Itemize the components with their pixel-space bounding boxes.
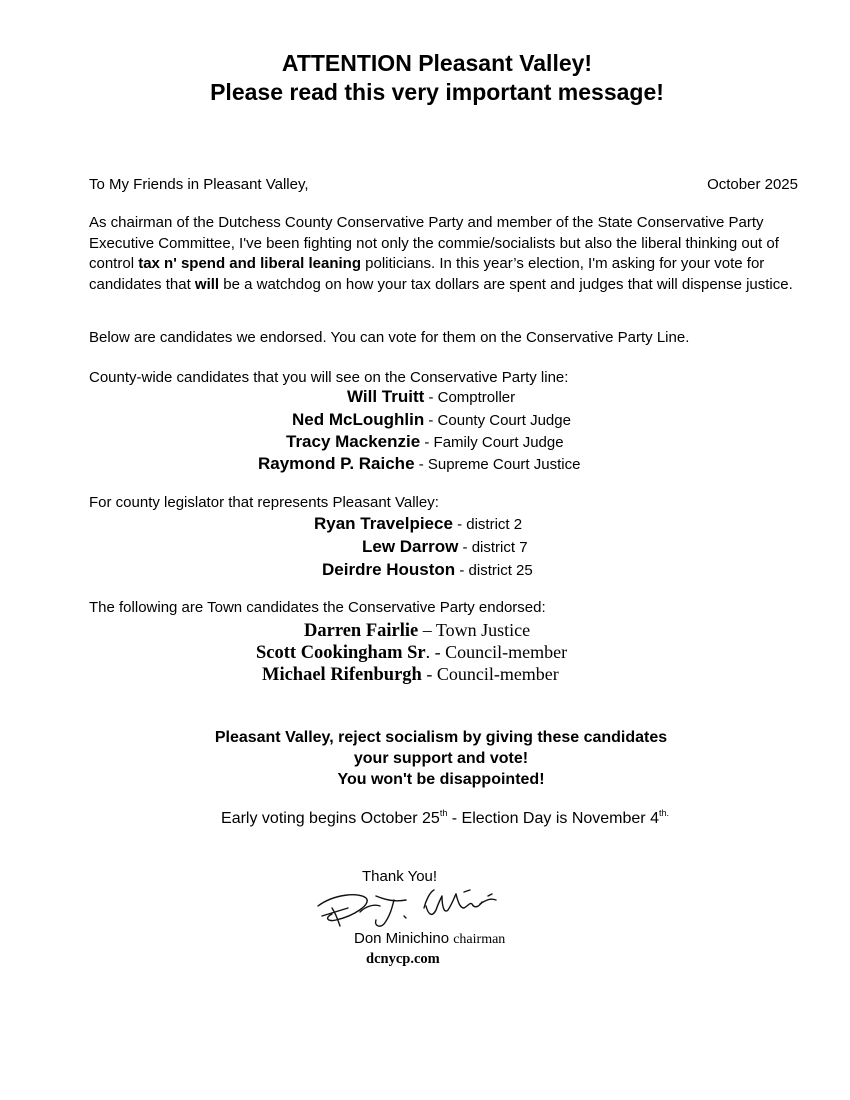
legislator-intro: For county legislator that represents Pleasant Valley: <box>89 494 439 511</box>
closing-line-2: your support and vote! <box>353 750 529 767</box>
endorsement-paragraph: Below are candidates we endorsed. You can vote for them on the Conservative Party Line. <box>89 329 690 346</box>
candidate-office: - Supreme Court Justice <box>414 456 581 473</box>
candidate-name: Michael Rifenburgh <box>262 665 422 685</box>
intro-text-e: be a watchdog on how your tax dollars are spent and judges that will dispense justice. <box>219 275 793 293</box>
candidate-office: - district 7 <box>458 539 528 556</box>
intro-text-c: politicians. In this year’s election, I'm asking for your vote for candidates that <box>89 255 765 293</box>
intro-paragraph <box>89 213 804 295</box>
intro-emphasis-will: will <box>194 275 220 293</box>
intro-text-a: As chairman of the Dutchess County Conservative Party and member of the State Conservative Party Executive Committee, I've been fighting not only the commie/socialists but also the liberal thinking out of control <box>89 214 779 272</box>
county-candidate <box>286 431 564 454</box>
signature-image <box>314 886 514 932</box>
candidate-name: Deirdre Houston <box>322 560 456 579</box>
intro-emphasis-tax: tax n' spend and liberal leaning <box>138 255 361 272</box>
town-intro: The following are Town candidates the Conservative Party endorsed: <box>89 599 546 616</box>
salutation: To My Friends in Pleasant Valley, <box>89 176 309 193</box>
candidate-name: Scott Cookingham Sr <box>256 643 426 663</box>
closing-line-1: Pleasant Valley, reject socialism by giving these candidates <box>214 729 668 746</box>
candidate-name: Ned McLoughlin <box>292 410 425 429</box>
website-text: dcnycp.com <box>366 951 440 967</box>
heading-line-1: ATTENTION Pleasant Valley! <box>281 50 593 76</box>
signer-role: chairman <box>453 932 506 947</box>
candidate-name: Lew Darrow <box>362 537 459 556</box>
early-voting-text: Early voting begins October 25 <box>221 810 440 827</box>
candidate-office: - district 25 <box>455 562 533 579</box>
candidate-office: . - Council-member <box>425 642 568 662</box>
county-candidate <box>347 386 515 409</box>
signer-name: Don Minichino <box>354 930 450 947</box>
heading-line-2: Please read this very important message! <box>210 79 664 105</box>
legislator-candidate <box>314 513 522 536</box>
closing-line-3: You won't be disappointed! <box>337 771 545 788</box>
town-candidate <box>262 663 559 686</box>
election-day-text: - Election Day is November 4 <box>447 810 659 827</box>
town-candidate <box>256 641 567 664</box>
county-candidate <box>258 453 580 476</box>
letter-date: October 2025 <box>707 176 798 193</box>
candidate-office: - Family Court Judge <box>420 434 564 451</box>
voting-dates <box>221 808 669 829</box>
candidate-office: - Council-member <box>421 664 559 684</box>
candidate-name: Raymond P. Raiche <box>258 454 415 473</box>
candidate-name: Will Truitt <box>347 387 425 406</box>
early-voting-suffix: th <box>439 808 448 818</box>
candidate-name: Ryan Travelpiece <box>314 514 453 533</box>
signer <box>354 930 505 949</box>
thank-you: Thank You! <box>362 868 438 885</box>
candidate-name: Tracy Mackenzie <box>286 432 421 451</box>
candidate-office: – Town Justice <box>418 620 531 640</box>
county-candidate <box>292 409 571 432</box>
candidate-office: - district 2 <box>452 516 523 533</box>
candidate-office: - County Court Judge <box>424 412 571 429</box>
election-day-suffix: th. <box>658 808 669 818</box>
town-candidate <box>304 619 530 642</box>
candidate-name: Darren Fairlie <box>304 621 419 641</box>
county-intro: County-wide candidates that you will see on the Conservative Party line: <box>89 369 569 386</box>
legislator-candidate <box>362 536 528 559</box>
legislator-candidate <box>322 559 533 582</box>
candidate-office: - Comptroller <box>424 389 516 406</box>
